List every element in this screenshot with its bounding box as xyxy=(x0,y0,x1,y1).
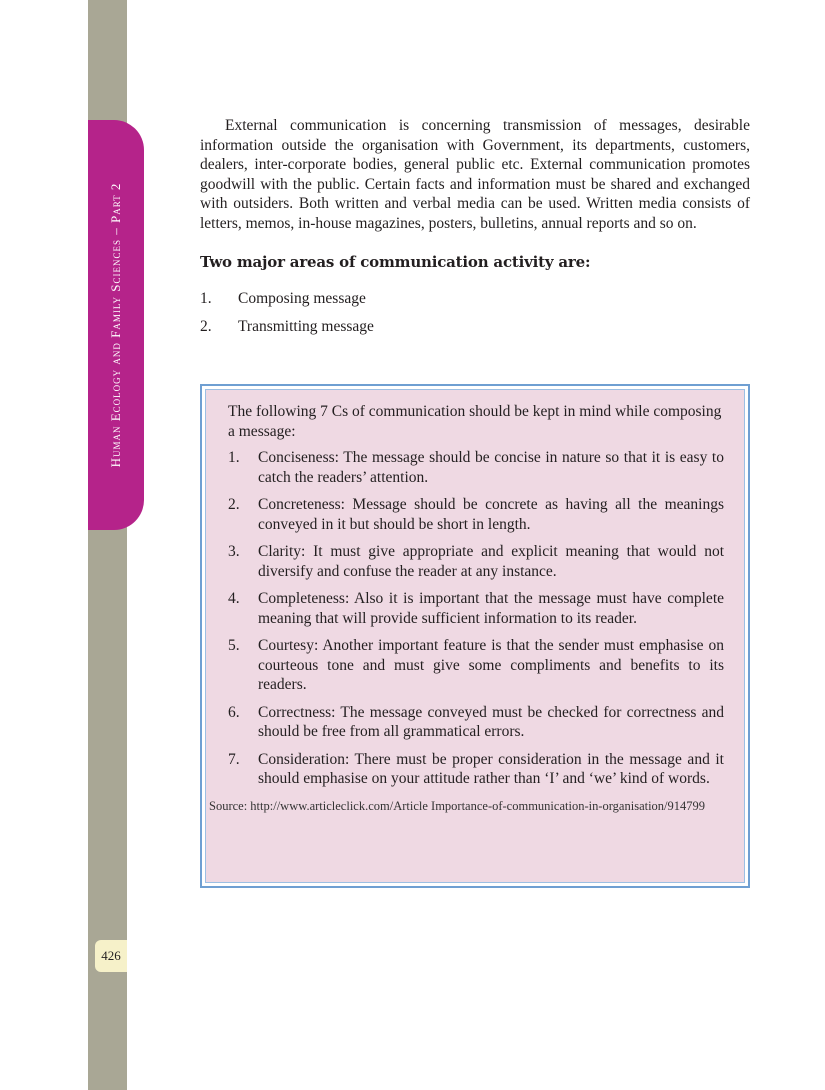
seven-cs-list xyxy=(228,448,724,789)
list-text: Consideration: There must be proper consideration in the message and it should emphasise on your attitude rather than ‘I’ and ‘we’ kind of words. xyxy=(258,750,724,787)
list-number: 4. xyxy=(228,590,240,607)
list-text: Clarity: It must give appropriate and explicit meaning that would not diversify and confuse the reader at any instance. xyxy=(258,543,724,580)
body-paragraph: External communication is concerning transmission of messages, desirable information outside the organisation with Government, its departments, customers, dealers, inter-corporate bodies, general public etc. External communication promotes goodwill with the public. Certain facts and information must be shared and exchanged with outsiders. Both written and verbal media can be used. Written media consists of letters, memos, in-house magazines, posters, bulletins, annual reports and so on. xyxy=(200,117,750,232)
box-intro: The following 7 Cs of communication should be kept in mind while composing a message: xyxy=(228,403,722,440)
list-text: Conciseness: The message should be concise in nature so that it is easy to catch the readers’ attention. xyxy=(258,449,724,486)
list-item xyxy=(200,289,750,308)
seven-cs-box-inner xyxy=(205,389,745,883)
list-number: 2. xyxy=(228,496,240,513)
page-number: 426 xyxy=(95,940,127,972)
list-item xyxy=(200,317,750,336)
list-number: 3. xyxy=(228,543,240,560)
list-item xyxy=(228,589,724,628)
list-item xyxy=(228,495,724,534)
list-text: Completeness: Also it is important that the message must have complete meaning that will provide sufficient information to its reader. xyxy=(258,590,724,627)
list-text: Courtesy: Another important feature is that the sender must emphasise on courteous tone and must give some compliments and benefits to its readers. xyxy=(258,637,724,693)
main-content xyxy=(200,116,750,345)
major-areas-list xyxy=(200,289,750,336)
list-item xyxy=(228,750,724,789)
list-text: Composing message xyxy=(238,290,366,307)
section-heading: Two major areas of communication activity are: xyxy=(200,253,591,271)
list-item xyxy=(228,703,724,742)
list-number: 1. xyxy=(200,290,212,307)
list-text: Concreteness: Message should be concrete as having all the meanings conveyed in it but should be short in length. xyxy=(258,496,724,533)
list-number: 2. xyxy=(200,318,212,335)
list-number: 5. xyxy=(228,637,240,654)
list-item xyxy=(228,448,724,487)
list-item xyxy=(228,636,724,695)
running-title: Human Ecology and Family Sciences – Part 2 xyxy=(108,182,123,468)
list-item xyxy=(228,542,724,581)
seven-cs-box xyxy=(200,384,750,888)
list-number: 7. xyxy=(228,750,240,768)
list-text: Transmitting message xyxy=(238,318,374,335)
list-text: Correctness: The message conveyed must be checked for correctness and should be free from all grammatical errors. xyxy=(258,703,724,740)
list-number: 6. xyxy=(228,703,240,721)
source-citation: Source: http://www.articleclick.com/Article Importance-of-communication-in-organisation/914799 xyxy=(209,798,706,813)
list-number: 1. xyxy=(228,449,240,466)
